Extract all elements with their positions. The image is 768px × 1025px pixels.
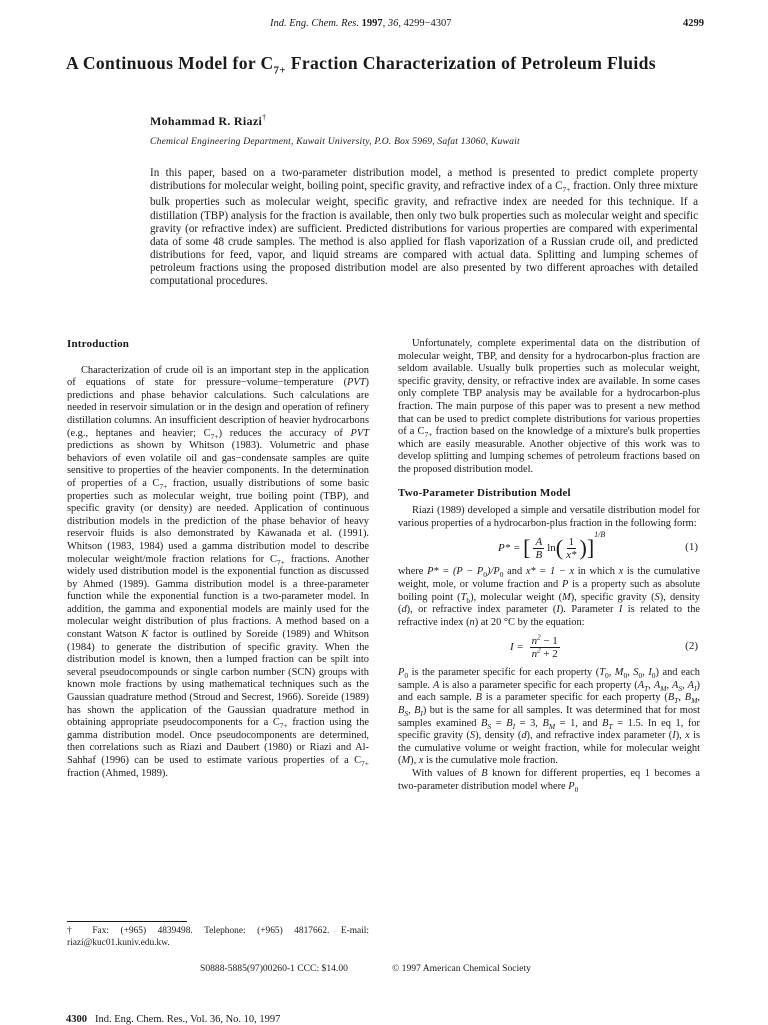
author-affiliation: Chemical Engineering Department, Kuwait University, P.O. Box 5969, Safat 13060, Kuwait	[150, 136, 520, 147]
equation-2: I = $\frac{n^2 - 1}{n^2 + 2}$ (2)	[510, 633, 698, 660]
author-contact-footnote: † Fax: (+965) 4839498. Telephone: (+965) 4817662. E-mail: riazi@kuc01.kuniv.edu.kw.	[67, 926, 369, 948]
footnote-rule	[67, 921, 187, 922]
article-title: A Continuous Model for $C_{7+}$ Fraction Characterization of Petroleum Fluids	[66, 53, 656, 77]
equation-1-number: (1)	[685, 541, 698, 554]
next-page-header	[66, 1014, 280, 1025]
equation-2-number: (2)	[685, 640, 698, 653]
right-column	[398, 338, 700, 793]
author-name: Mohammad R. Riazi†	[150, 113, 267, 128]
page-number: 4299	[683, 18, 704, 29]
abstract: In this paper, based on a two-parameter distribution model, a method is presented to predict complete property distributions for molecular weight, boiling point, specific gravity, and refractive index of a $C_{7+}$ fraction. Only three mixture bulk properties such as molecular weight, specific gravity, and refractive index are needed for this technique. If a distillation (TBP) analysis for the fraction is available, then only two bulk properties such as molecular weight and specific gravity (or refractive index) are sufficient. Predicted distributions for various properties are compared with experimental data of some 48 crude samples. The method is also applied for flash vaporization of a Russian crude oil, and predicted distributions for feed, vapor, and liquid streams are compared with actual data. Splitting and lumping schemes of petroleum fractions using the proposed distribution model are also presented by two different aproaches with detailed computational procedures.	[150, 167, 698, 287]
equation-1: P* = [ $\frac{A}{B}$ ln ( $\frac{1}{x*}$ ) ] 1/B (1)	[498, 530, 698, 561]
introduction-paragraph: Characterization of crude oil is an important step in the application of equations of state for pressure−volume−temperature (PVT) predictions and phase behavior calculations. Such calculations are needed in reservoir simulation or in the design and operation of refinery distillation columns. An insufficient description of heavier hydrocarbons (e.g., heptanes and heavier; $C_{7+}$) reduces the accuracy of PVT predictions as shown by Whitson (1983). Volumetric and phase behaviors of even volatile oil and gas−condensate samples are quite sensitive to properties of the heavier components. In the determination of properties of a $C_{7+}$ fraction, usually distributions of some basic properties such as molecular weight, true boiling point (TBP), and specific gravity (or density) are needed. Application of continuous distribution models in the prediction of the phase behavior of heavy reservoir fluids is also demonstrated by Kawanada et al. (1991). Whitson (1983, 1984) used a gamma distribution model to describe molecular weight/mole fraction relations for $C_{7+}$ fractions. Another widely used distribution model is the exponential function as discussed by Ahmed (1989). Gamma distribution model is a three-parameter function while the exponential function is a two-parameter model. In addition, the gamma and exponential models are mainly used for the molecular weight distribution of plus fractions. A method based on a constant Watson K factor is outlined by Soreide (1989) and Whitson (1984) to generate the distribution of specific gravity. When the distribution model is known, then a lumped fraction can be spilt into several pseudocompounds or single carbon number (SCN) groups with known mole fractions by using mathematical techniques such as the Gaussian quadrature method (Stroud and Secrest, 1966). Soreide (1989) has shown the application of the Gaussian quadrature method in obtaining appropriate pseudocomponents for a $C_{7+}$ fraction using the gamma distribution model. Once pseudocomponents are determined, then correlations such as Riazi and Daubert (1980) or Riazi and Al-Sahhaf (1996) can be used to estimate various properties of a $C_{7+}$ fraction (Ahmed, 1989).	[67, 364, 370, 779]
model-intro-paragraph: Riazi (1989) developed a simple and versatile distribution model for various properties of a hydrocarbon-plus fraction in the following form:	[398, 505, 700, 529]
journal-citation: Ind. Eng. Chem. Res. 1997, 36, 4299−4307	[270, 18, 452, 29]
next-page-citation: Ind. Eng. Chem. Res., Vol. 36, No. 10, 1997	[95, 1014, 281, 1025]
motivation-paragraph: Unfortunately, complete experimental data on the distribution of molecular weight, TBP, and density for a hydrocarbon-plus fraction are seldom available. Usually bulk properties such as molecular weight, specific gravity, density, or refractive index are available. In some cases only complete TBP analysis may be available for a hydrocarbon-plus fraction. The main purpose of this paper was to present a new method that can be used to predict complete distributions for various properties of a $C_{7+}$ fraction based on the knowledge of a mixture's bulk properties which are easily measurable. Another objective of this work was to develop splitting and lumping schemes of petroleum fractions based on the proposed distribution model.	[398, 338, 700, 475]
running-header	[0, 18, 768, 32]
section-heading-introduction: Introduction	[67, 338, 130, 350]
next-page-number: 4300	[66, 1014, 87, 1025]
copyright-notice: © 1997 American Chemical Society	[392, 963, 531, 974]
manuscript-code: S0888-5885(97)00260-1 CCC: $14.00	[200, 963, 348, 974]
two-parameter-paragraph: With values of B known for different properties, eq 1 becomes a two-parameter distribution model where $P_0$	[398, 768, 701, 794]
parameter-explanation-paragraph: $P_0$ is the parameter specific for each property ($T_0$, $M_0$, $S_0$, $I_0$) and each sample. A is also a parameter specific for each property ($A_T$, $A_M$, $A_S$, $A_I$) and each sample. B is a parameter specific for each property ($B_T$, $B_M$, $B_S$, $B_I$) but is the same for all samples. It was determined that for most samples examined $B_S = B_I = 3$, $B_M = 1$, and $B_T = 1.5$. In eq 1, for specific gravity (S), density (d), and refractive index parameter (I), x is the cumulative volume or weight fraction, while for molecular weight (M), x is the cumulative mole fraction.	[398, 667, 700, 767]
section-heading-distribution-model: Two-Parameter Distribution Model	[398, 486, 571, 499]
parameter-definition-paragraph: where $P* = (P - P_0)/P_0$ and x* = 1 − x in which x is the cumulative weight, mole, or volume fraction and P is a property such as absolute boiling point $(T_b)$, molecular weight (M), specific gravity (S), density (d), or refractive index parameter (I). Parameter I is related to the refractive index (n) at 20 °C by the equation:	[398, 566, 701, 628]
left-column	[67, 338, 369, 780]
